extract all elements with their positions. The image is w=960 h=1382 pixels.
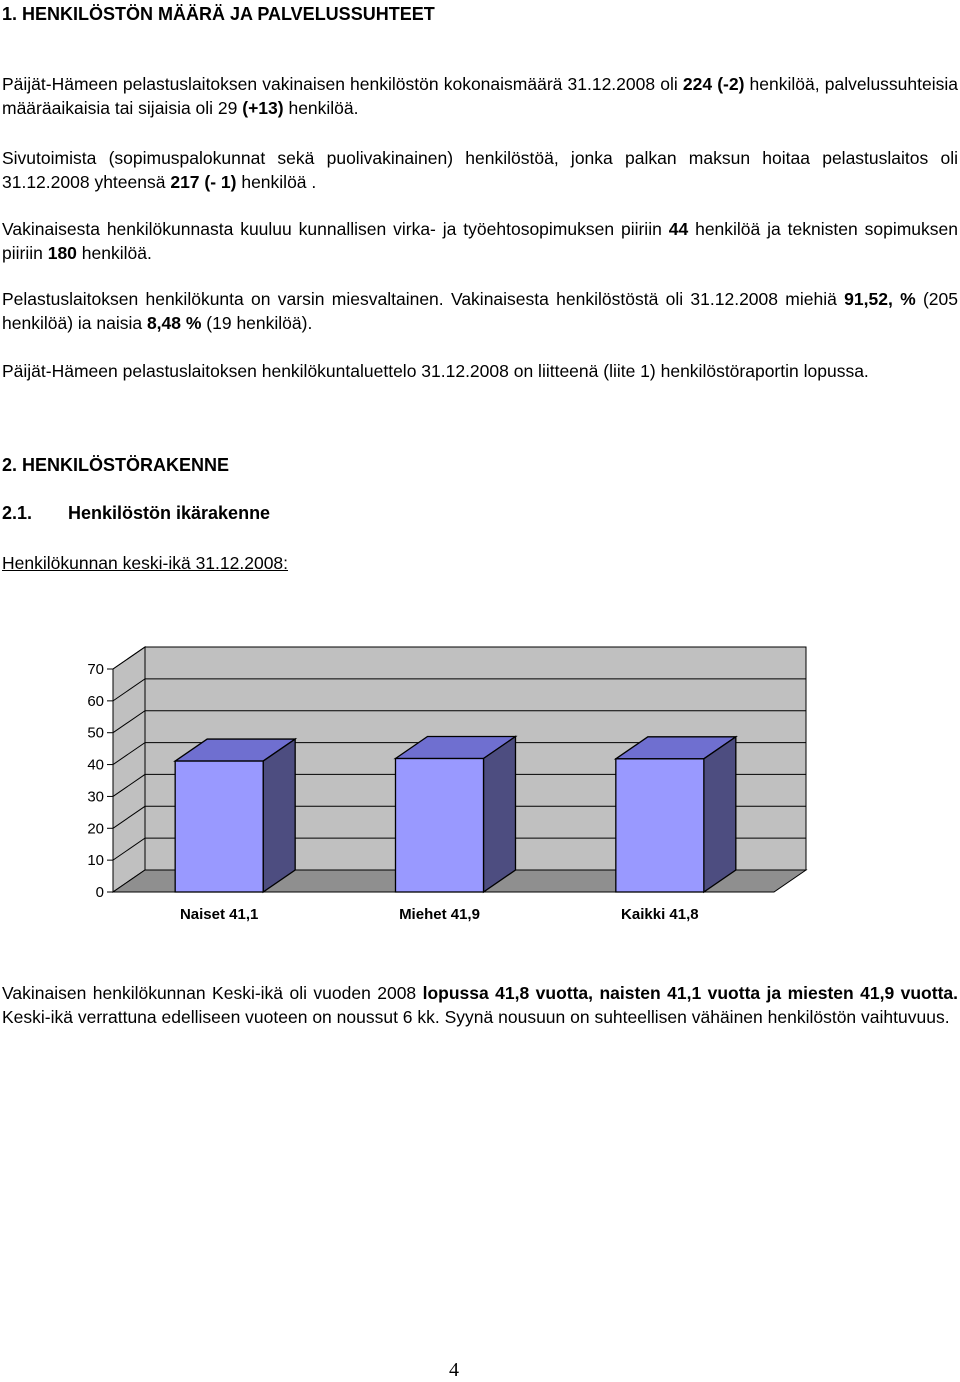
para1-bold-2: (+13) [242, 98, 284, 118]
paragraph-staff-count [2, 72, 958, 120]
y-tick-label: 50 [87, 724, 104, 742]
bar [396, 759, 484, 892]
para2-text-1: Sivutoimista (sopimuspalokunnat sekä puolivakinainen) henkilöstöä, jonka palkan maksun hoitaa pelastuslaitos oli 31.12.2008 yhteensä [2, 148, 958, 192]
para1-text-3: henkilöä. [283, 98, 359, 118]
x-category-label: Naiset 41,1 [179, 906, 259, 923]
para1-text-1: Päijät-Hämeen pelastuslaitoksen vakinaisen henkilöstön kokonaismäärä 31.12.2008 oli [2, 74, 683, 94]
para4-bold-1: 91,52, % [844, 289, 916, 309]
y-tick-label: 70 [87, 661, 104, 678]
bar [616, 759, 704, 892]
y-tick-label: 0 [95, 884, 104, 901]
chart-subheading: Henkilökunnan keski-ikä 31.12.2008: [2, 553, 289, 573]
para6-text-1: Vakinaisen henkilökunnan Keski-ikä oli vuoden 2008 [2, 983, 423, 1003]
chart-side-wall [113, 647, 145, 892]
paragraph-agreements [2, 217, 958, 265]
para3-text-3: henkilöä. [76, 243, 152, 263]
section-heading-2: 2. HENKILÖSTÖRAKENNE [2, 455, 230, 475]
bar [175, 761, 263, 892]
section-heading-2-1 [2, 501, 270, 525]
y-tick-label: 10 [87, 852, 104, 870]
para3-text-2: henkilöä ja teknisten sopimuksen piiriin [2, 219, 958, 263]
paragraph-part-time-staff [2, 146, 958, 194]
para6-text-2: Keski-ikä verrattuna edelliseen vuoteen on noussut 6 kk. Syynä nousuun on suhteellisen vähäinen henkilöstön vaihtuvuus. [2, 1007, 950, 1027]
para4-text-2: (205 henkilöä) ia naisia [2, 289, 958, 333]
average-age-bar-chart [0, 600, 960, 940]
para2-text-2: henkilöä . [236, 172, 317, 192]
bar-side [263, 739, 295, 892]
para3-bold-2: 180 [47, 243, 77, 263]
bar-side [484, 737, 516, 892]
y-tick-label: 30 [87, 788, 104, 806]
para4-text-1: Pelastuslaitoksen henkilökunta on varsin miesvaltainen. Vakinaisesta henkilöstöstä oli 31.12.2008 miehiä [2, 289, 845, 309]
para3-text-1: Vakinaisesta henkilökunnasta kuuluu kunnallisen virka- ja työehtosopimuksen piiriin [2, 219, 669, 239]
y-tick-label: 60 [87, 692, 104, 710]
y-tick-label: 40 [87, 756, 104, 774]
para4-text-3: (19 henkilöä). [201, 313, 313, 333]
heading-2-1-number: 2.1. [2, 503, 33, 523]
section-heading-1: 1. HENKILÖSTÖN MÄÄRÄ JA PALVELUSSUHTEET [2, 4, 435, 24]
heading-2-1-text: Henkilöstön ikärakenne [68, 503, 271, 523]
bar-side [704, 737, 736, 892]
page-number: 4 [449, 1359, 459, 1381]
para4-bold-2: 8,48 % [146, 313, 202, 333]
para6-bold-1: lopussa 41,8 vuotta, naisten 41,1 vuotta ja miesten 41,9 vuotta. [422, 983, 959, 1003]
para2-bold-1: 217 (- 1) [170, 172, 237, 192]
para1-bold-1: 224 (-2) [682, 74, 745, 94]
y-tick-label: 20 [87, 820, 104, 838]
para3-bold-1: 44 [668, 219, 689, 239]
paragraph-gender-split [2, 287, 958, 335]
x-category-label: Miehet 41,9 [399, 906, 480, 923]
paragraph-average-age [2, 981, 958, 1029]
x-category-label: Kaikki 41,8 [621, 906, 699, 923]
paragraph-staff-list: Päijät-Hämeen pelastuslaitoksen henkilökuntaluettelo 31.12.2008 on liitteenä (liite 1) henkilöstöraportin lopussa. [2, 361, 869, 381]
para1-text-2: henkilöä, palvelussuhteisia määräaikaisia tai sijaisia oli 29 [2, 74, 958, 118]
